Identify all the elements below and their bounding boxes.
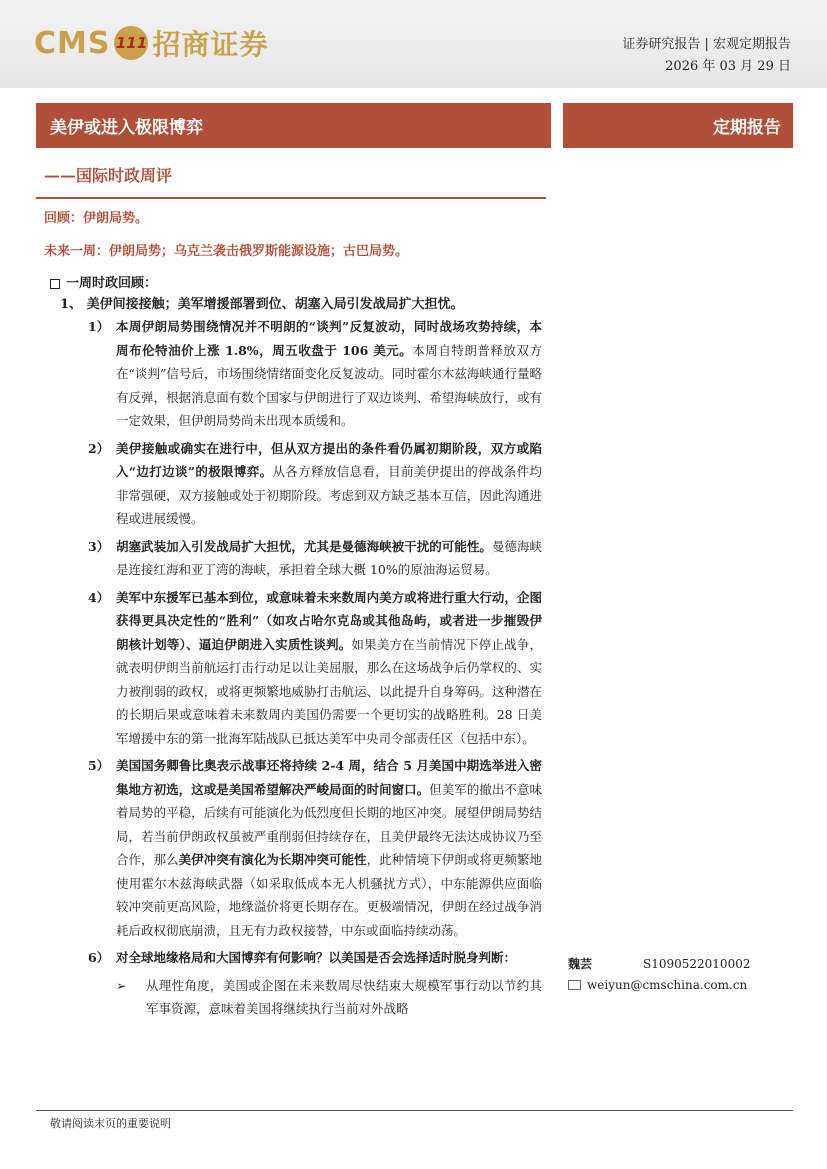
email-icon <box>568 980 581 990</box>
bullet-box-icon <box>50 279 60 289</box>
author-email[interactable]: weiyun@cmschina.com.cn <box>587 978 748 992</box>
arrow-bullet-icon: ➢ <box>116 977 127 993</box>
list-item <box>88 437 542 531</box>
item-text <box>116 754 542 942</box>
report-type: 证券研究报告 | 宏观定期报告 <box>622 37 791 52</box>
point-heading: 1、 美伊间接接触；美军增援部署到位、胡塞入局引发战局扩大担忧。 <box>60 297 464 312</box>
report-date: 2026 年 03 月 29 日 <box>665 59 791 74</box>
item-text <box>116 535 542 582</box>
footer-divider <box>36 1110 793 1111</box>
item-bold-text-2: 美伊冲突有演化为长期冲突可能性 <box>178 852 367 867</box>
report-subtitle: ——国际时政周评 <box>44 166 173 185</box>
item-bold-text: 美军中东援军已基本到位，或意味着未来数周内美方或将进行重大行动，企图获得更具决定性的“胜利”（如攻占哈尔克岛或其他岛屿，或者进一步摧毁伊朗核计划等）、逼迫伊朗进入实质性谈判。 <box>116 589 542 652</box>
item-number: 3） <box>88 538 110 554</box>
item-list <box>88 315 542 1021</box>
logo-cms-text: CMS <box>34 25 111 61</box>
sub-list-item <box>116 974 542 1021</box>
author-name: 魏芸 <box>568 957 593 971</box>
item-bold-text: 胡塞武装加入引发战局扩大担忧，尤其是曼德海峡被干扰的可能性。 <box>116 538 492 554</box>
item-number: 4） <box>88 589 110 605</box>
title-divider <box>36 197 546 199</box>
item-bold-text: 美伊接触或确实在进行中，但从双方提出的条件看仍属初期阶段，双方或陷入“边打边谈”的极限博弈。 <box>116 440 542 479</box>
report-title: 美伊或进入极限博弈 <box>50 118 203 138</box>
footer-note: 敬请阅读末页的重要说明 <box>50 1117 171 1130</box>
right-label-bar <box>563 103 793 148</box>
item-body-text-2: ，此种情境下伊朗或将更频繁地使用霍尔木兹海峡武器（如采取低成本无人机骚扰方式），中东能源供应面临较冲突前更高风险，地缘溢价将更长期存在。更极端情况，伊朗在经过战争消耗后政权彻底崩溃，且无有力政权接替，中东或面临持续动荡。 <box>116 852 542 938</box>
item-body-text: 从各方释放信息看，目前美伊提出的停战条件均非常强硬，双方接触或处于初期阶段。考虑到双方缺乏基本互信，因此沟通进程或进展缓慢。 <box>116 464 542 526</box>
logo-emblem-icon: 111 <box>114 26 148 60</box>
item-bold-text: 对全球地缘格局和大国博弈有何影响？以美国是否会选择适时脱身判断： <box>116 950 517 965</box>
list-item <box>88 946 542 970</box>
item-number: 2） <box>88 440 110 456</box>
item-bold-text: 本周伊朗局势围绕情况并不明朗的“谈判”反复波动，同时战场攻势持续，本周布伦特油价上涨 1.8%，周五收盘于 106 美元。 <box>116 319 542 358</box>
item-body-text: 本周自特朗普释放双方在“谈判”信号后，市场围绕情绪面变化反复波动。同时霍尔木兹海峡通行量略有反弹，根据消息面有数个国家与伊朗进行了双边谈判、希望海峡放行，或有一定效果，但伊朗局势尚未出现本质缓和。 <box>116 342 542 428</box>
list-item <box>88 754 542 942</box>
item-number: 6） <box>88 950 110 965</box>
item-text <box>116 946 542 970</box>
item-text <box>116 586 542 751</box>
item-bold-text: 美国国务卿鲁比奥表示战事还将持续 2-4 周，结合 5 月美国中期选举进入密集地方初选，这或是美国希望解决严峻局面的时间窗口。 <box>116 758 542 797</box>
title-bar <box>36 103 551 148</box>
section-heading-text: 一周时政回顾： <box>66 276 158 291</box>
list-item <box>88 315 542 433</box>
report-category-label: 定期报告 <box>713 118 781 138</box>
header-meta <box>622 34 791 78</box>
logo-chinese-text: 招商证券 <box>152 28 269 61</box>
review-summary: 回顾：伊朗局势。 <box>44 211 149 226</box>
item-text <box>116 315 542 433</box>
list-item <box>88 586 542 751</box>
item-body-text: 但美军的撤出不意味着局势的平稳，后续有可能演化为低烈度但长期的地区冲突。展望伊朗局势结局，若当前伊朗政权虽被严重削弱但持续存在，且美伊最终无法达成协议乃至合作，那么 <box>116 781 542 867</box>
item-text <box>116 437 542 531</box>
company-logo <box>34 22 269 64</box>
item-number: 1） <box>88 319 110 334</box>
item-body-text: 曼德海峡是连接红海和亚丁湾的海峡，承担着全球大概 10%的原油海运贸易。 <box>116 538 542 577</box>
sub-item-text: 从理性角度，美国或企图在未来数周尽快结束大规模军事行动以节约其军事资源，意味着美国将继续执行当前对外战略 <box>146 977 542 1016</box>
section-heading <box>50 272 157 291</box>
author-license: S1090522010002 <box>643 957 751 971</box>
future-week-summary: 未来一周：伊朗局势；乌克兰袭击俄罗斯能源设施；古巴局势。 <box>44 244 409 259</box>
author-block <box>568 955 750 992</box>
list-item <box>88 535 542 582</box>
item-body-text: 如果美方在当前情况下停止战争，就表明伊朗当前航运打击行动足以让美屈服，那么在这场战争后仍掌权的、实力被削弱的政权，或将更频繁地威胁打击航运、以此提升自身筹码。这种潜在的长期后果或意味着未来数周内美国仍需要一个更切实的战略胜利。28 日美军增援中东的第一批海军陆战队已抵达美军中央司令部责任区（包括中东）。 <box>116 636 542 746</box>
item-number: 5） <box>88 758 110 773</box>
